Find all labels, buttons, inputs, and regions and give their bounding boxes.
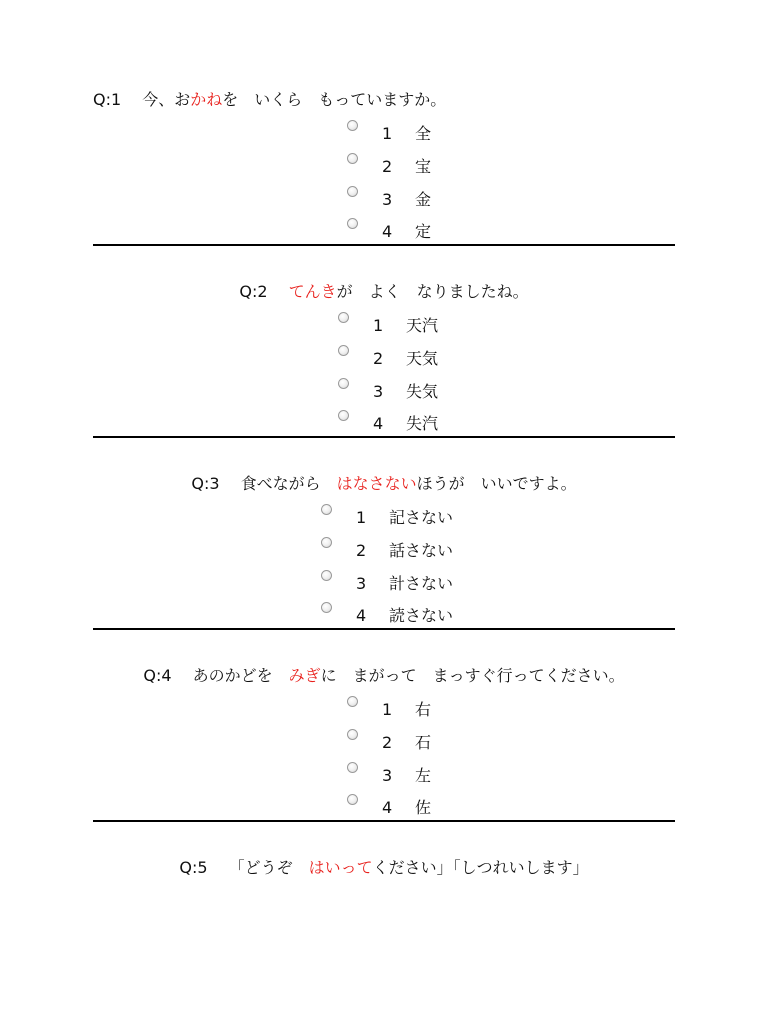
option-2[interactable]	[338, 345, 438, 377]
option-number: 2	[382, 733, 393, 752]
question-text-after: ください」「しつれいします」	[372, 858, 589, 877]
radio-button[interactable]	[321, 602, 332, 613]
question-1-text	[93, 90, 675, 110]
option-number: 4	[356, 606, 367, 625]
divider	[93, 244, 675, 246]
option-number: 4	[382, 798, 393, 817]
question-4-text	[93, 666, 675, 686]
option-3[interactable]	[338, 378, 438, 410]
radio-button[interactable]	[347, 794, 358, 805]
option-label: 計さない	[389, 574, 454, 593]
question-highlight: てんき	[288, 282, 337, 301]
question-text-before: あのかどを	[192, 666, 289, 685]
option-label: 失気	[406, 382, 439, 401]
divider	[93, 436, 675, 438]
option-1[interactable]	[347, 120, 431, 152]
option-label: 左	[415, 766, 432, 785]
option-label: 話さない	[389, 541, 454, 560]
question-number: Q:5	[179, 858, 208, 877]
option-number: 4	[373, 414, 384, 433]
question-number: Q:1	[93, 90, 122, 109]
question-text-before: 「どうぞ	[228, 858, 309, 877]
radio-button[interactable]	[338, 378, 349, 389]
question-number: Q:4	[143, 666, 172, 685]
question-number: Q:2	[239, 282, 268, 301]
radio-button[interactable]	[347, 186, 358, 197]
question-3-text	[93, 474, 675, 494]
option-number: 2	[382, 157, 393, 176]
option-number: 3	[382, 766, 393, 785]
option-3[interactable]	[347, 762, 431, 794]
radio-button[interactable]	[338, 312, 349, 323]
question-text-before: 食べながら	[240, 474, 337, 493]
radio-button[interactable]	[338, 410, 349, 421]
radio-button[interactable]	[347, 218, 358, 229]
question-text-after: ほうが いいですよ。	[416, 474, 577, 493]
radio-button[interactable]	[338, 345, 349, 356]
divider	[93, 628, 675, 630]
radio-button[interactable]	[347, 729, 358, 740]
question-highlight: かね	[190, 90, 223, 109]
radio-button[interactable]	[321, 570, 332, 581]
radio-button[interactable]	[321, 537, 332, 548]
option-label: 天気	[406, 349, 439, 368]
option-label: 右	[415, 700, 432, 719]
option-number: 1	[382, 700, 393, 719]
radio-button[interactable]	[347, 762, 358, 773]
option-number: 1	[373, 316, 384, 335]
option-label: 定	[415, 222, 432, 241]
option-label: 宝	[415, 157, 432, 176]
option-label: 石	[415, 733, 432, 752]
option-label: 天汽	[406, 316, 439, 335]
option-1[interactable]	[321, 504, 453, 536]
option-2[interactable]	[321, 537, 453, 569]
question-number: Q:3	[191, 474, 220, 493]
option-number: 2	[373, 349, 384, 368]
divider	[93, 820, 675, 822]
question-text-before: 今、お	[142, 90, 191, 109]
radio-button[interactable]	[347, 696, 358, 707]
option-number: 3	[382, 190, 393, 209]
option-number: 4	[382, 222, 393, 241]
question-highlight: はなさない	[336, 474, 417, 493]
question-2-text	[93, 282, 675, 302]
option-number: 3	[373, 382, 384, 401]
option-label: 佐	[415, 798, 432, 817]
question-highlight: はいって	[308, 858, 373, 877]
question-text-after: を いくら もっていますか。	[222, 90, 447, 109]
question-text-after: に まがって まっすぐ行ってください。	[320, 666, 625, 685]
option-3[interactable]	[321, 570, 453, 602]
option-number: 1	[382, 124, 393, 143]
question-text-after: が よく なりましたね。	[336, 282, 529, 301]
question-5-text	[93, 858, 675, 878]
option-label: 読さない	[389, 606, 454, 625]
option-label: 失汽	[406, 414, 439, 433]
question-highlight: みぎ	[288, 666, 321, 685]
option-label: 全	[415, 124, 432, 143]
option-2[interactable]	[347, 729, 431, 761]
option-1[interactable]	[338, 312, 438, 344]
radio-button[interactable]	[347, 153, 358, 164]
option-label: 金	[415, 190, 432, 209]
option-number: 3	[356, 574, 367, 593]
option-1[interactable]	[347, 696, 431, 728]
option-number: 1	[356, 508, 367, 527]
option-3[interactable]	[347, 186, 431, 218]
option-label: 記さない	[389, 508, 454, 527]
option-2[interactable]	[347, 153, 431, 185]
radio-button[interactable]	[321, 504, 332, 515]
option-number: 2	[356, 541, 367, 560]
radio-button[interactable]	[347, 120, 358, 131]
